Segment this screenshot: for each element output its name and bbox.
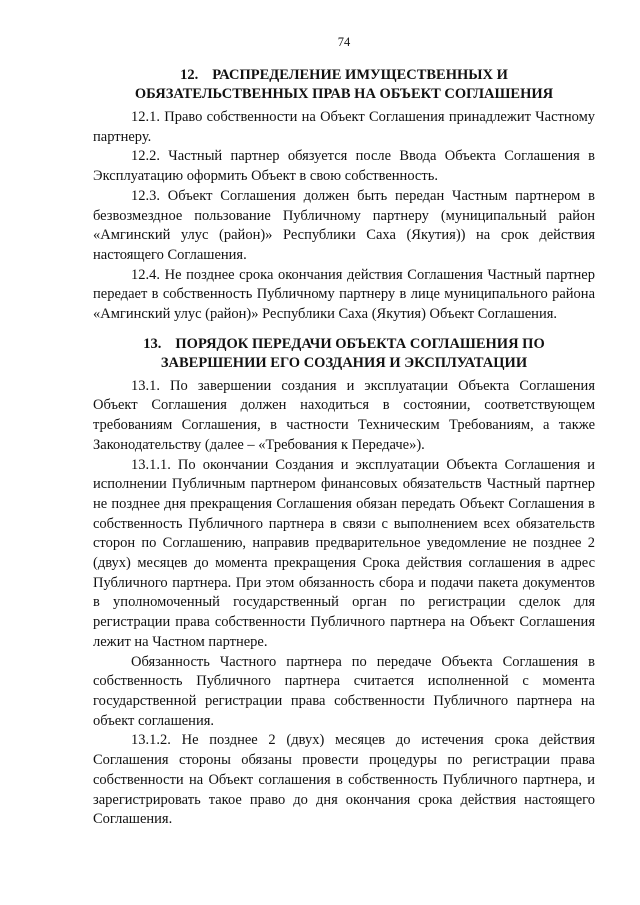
section-13 [93, 335, 595, 830]
paragraph-12-2: 12.2. Частный партнер обязуется после Ввода Объекта Соглашения в Эксплуатацию оформить Объект в свою собственность. [93, 148, 595, 185]
section-12 [93, 66, 595, 325]
section-title-line-2: ЗАВЕРШЕНИИ ЕГО СОЗДАНИЯ И ЭКСПЛУАТАЦИИ [160, 354, 528, 371]
paragraph-12-1: 12.1. Право собственности на Объект Соглашения принадлежит Частному партнеру. [93, 109, 595, 145]
section-heading [93, 66, 595, 104]
section-number: 12. [180, 67, 199, 83]
paragraph-12-3: 12.3. Объект Соглашения должен быть передан Частным партнером в безвозмездное пользование Публичному партнеру (муниципальный район «Амгинский улус (район)» Республики Саха (Якутия)) на срок действия настоящего Соглашения. [93, 187, 595, 263]
section-number: 13. [143, 335, 162, 352]
paragraph-13-1-1: 13.1.1. По окончании Создания и эксплуатации Объекта Соглашения и исполнении Публичным партнером финансовых обязательств Частный партнер не позднее дня прекращения Соглашения обязан передать Объект Соглашения в собственность Публичного партнера в связи с выполнением всех обязательств сторон по Соглашению, направив предварительное уведомление не позднее 2 (двух) месяцев до момента прекращения Срока действия соглашения в адрес Публичного партнера. При этом обязанность сбора и подачи пакета документов в уполномоченный государственный орган по регистрации сделок для регистрации права собственности Публичного партнера на Объект Соглашения лежит на Частном партнере. [93, 456, 595, 650]
section-title-line-1: ПОРЯДОК ПЕРЕДАЧИ ОБЪЕКТА СОГЛАШЕНИЯ ПО [175, 335, 545, 352]
section-title-line-1: РАСПРЕДЕЛЕНИЕ ИМУЩЕСТВЕННЫХ И [212, 67, 508, 83]
paragraph-13-1-2: 13.1.2. Не позднее 2 (двух) месяцев до истечения срока действия Соглашения стороны обязаны провести процедуры по регистрации права собственности на Объект соглашения в собственность Публичного партнера, и зарегистрировать такое право до дня окончания срока действия настоящего Соглашения. [93, 732, 595, 828]
paragraph-13-1: 13.1. По завершении создания и эксплуатации Объекта Соглашения Объект Соглашения должен находиться в состоянии, соответствующем требованиям Соглашения, в частности Техническим Требованиям, а также Законодательству (далее – «Требования к Передаче»). [93, 377, 595, 453]
document-page [93, 34, 595, 840]
section-title-line-2: ОБЯЗАТЕЛЬСТВЕННЫХ ПРАВ НА ОБЪЕКТ СОГЛАШЕНИЯ [134, 86, 554, 102]
section-heading [93, 335, 595, 373]
paragraph-12-4: 12.4. Не позднее срока окончания действия Соглашения Частный партнер передает в собственность Публичному партнеру в лице муниципального района «Амгинский улус (район)» Республики Саха (Якутия) Объект Соглашения. [93, 266, 595, 323]
paragraph-obligation: Обязанность Частного партнера по передаче Объекта Соглашения в собственность Публичного партнера считается исполненной с момента государственной регистрации права собственности Публичного партнера на объект соглашения. [93, 653, 595, 729]
page-number: 74 [337, 35, 351, 49]
